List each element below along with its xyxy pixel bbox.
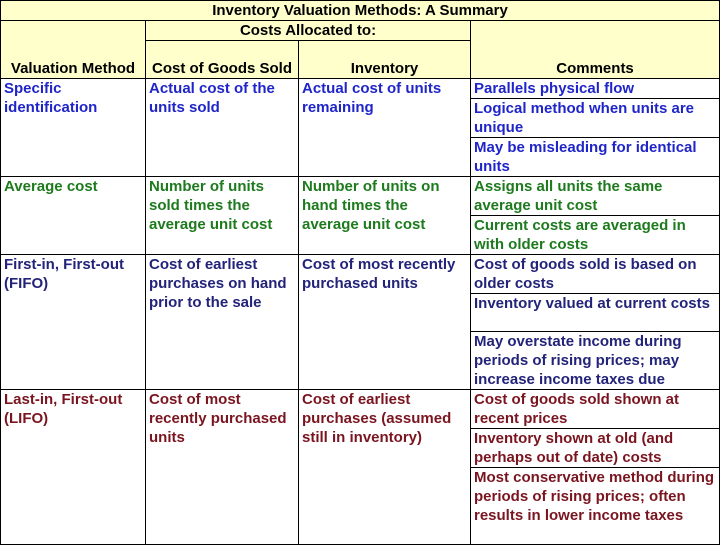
- cogs-cell: Number of units sold times the average unit cost: [146, 177, 299, 255]
- costs-allocated-header: Costs Allocated to:: [146, 21, 471, 41]
- comment-cell: Inventory valued at current costs: [471, 294, 720, 332]
- comment-cell: Inventory shown at old (and perhaps out of date) costs: [471, 429, 720, 468]
- inventory-cell: Cost of most recently purchased units: [299, 255, 471, 390]
- method-row-average: [1, 177, 720, 216]
- method-name: First-in, First-out (FIFO): [1, 255, 146, 390]
- method-row-lifo: [1, 390, 720, 429]
- valuation-method-header: Valuation Method: [1, 21, 146, 79]
- comment-cell: Cost of goods sold is based on older costs: [471, 255, 720, 294]
- cogs-cell: Cost of most recently purchased units: [146, 390, 299, 545]
- inventory-header: Inventory: [299, 41, 471, 79]
- header-row-1: [1, 21, 720, 41]
- inventory-cell: Number of units on hand times the average unit cost: [299, 177, 471, 255]
- comment-cell: Logical method when units are unique: [471, 99, 720, 138]
- comment-cell: Cost of goods sold shown at recent prices: [471, 390, 720, 429]
- method-name: Average cost: [1, 177, 146, 255]
- comment-cell: Most conservative method during periods of rising prices; often results in lower income taxes: [471, 468, 720, 545]
- cogs-cell: Actual cost of the units sold: [146, 79, 299, 177]
- method-row-specific: [1, 79, 720, 99]
- comment-cell: Assigns all units the same average unit cost: [471, 177, 720, 216]
- cogs-header: Cost of Goods Sold: [146, 41, 299, 79]
- comments-header: Comments: [471, 21, 720, 79]
- inventory-cell: Actual cost of units remaining: [299, 79, 471, 177]
- comment-cell: Parallels physical flow: [471, 79, 720, 99]
- comment-cell: Current costs are averaged in with older costs: [471, 216, 720, 255]
- method-name: Last-in, First-out (LIFO): [1, 390, 146, 545]
- comment-cell: May be misleading for identical units: [471, 138, 720, 177]
- cogs-cell: Cost of earliest purchases on hand prior to the sale: [146, 255, 299, 390]
- method-name: Specific identification: [1, 79, 146, 177]
- title-row: [1, 1, 720, 21]
- method-row-fifo: [1, 255, 720, 294]
- comment-cell: May overstate income during periods of rising prices; may increase income taxes due: [471, 332, 720, 390]
- inventory-cell: Cost of earliest purchases (assumed still in inventory): [299, 390, 471, 545]
- table-title: Inventory Valuation Methods: A Summary: [1, 1, 720, 21]
